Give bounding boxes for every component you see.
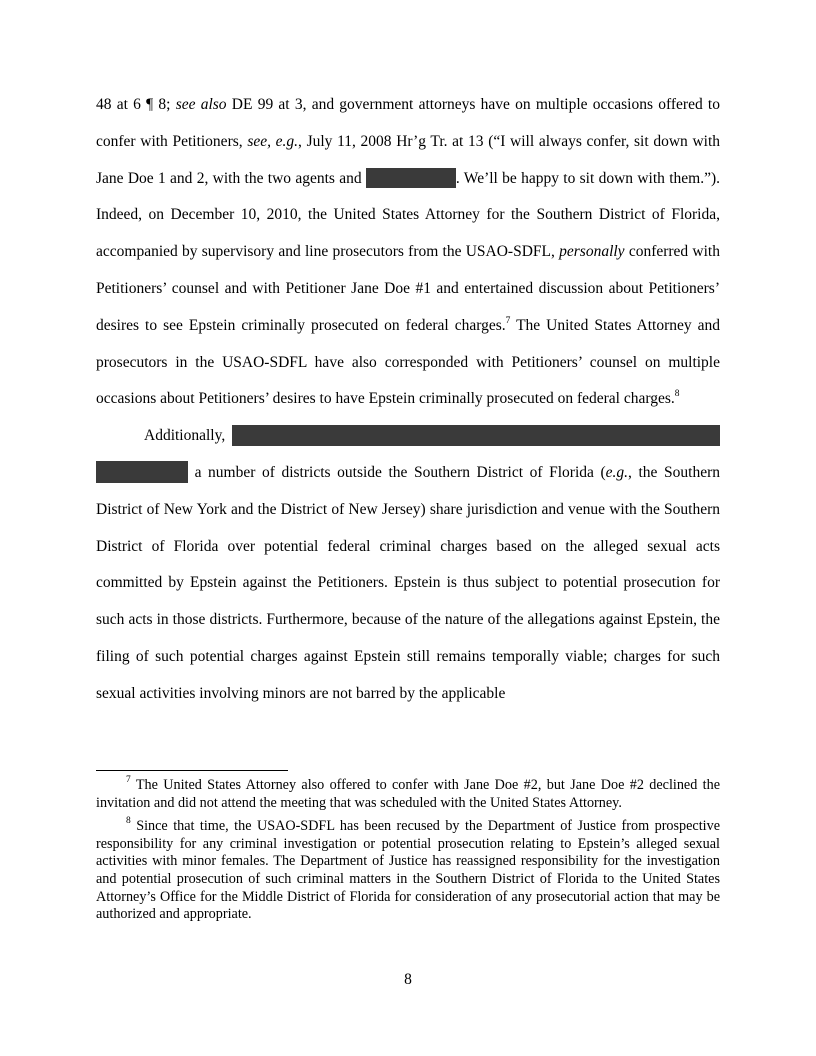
footnote-8 — [96, 818, 720, 924]
redaction-block — [366, 168, 456, 188]
footnote-ref-7: 7 — [505, 315, 511, 326]
footnote-number: 7 — [126, 775, 131, 786]
text-run: The United States Attorney and prosecutors in the USAO-SDFL have also corresponded with Petitioners’ counsel on multiple occasions about Petitioners’ desires to have Epstein criminally prosecuted on federal charges. — [96, 316, 720, 408]
italic-eg: e.g. — [605, 463, 629, 481]
text-run: Additionally, — [144, 427, 232, 445]
text-run: conferred with Petitioners’ counsel and with Petitioner Jane Doe #1 and entertained discussion about Petitioners’ desires to see Epstein criminally prosecuted on federal charges. — [96, 243, 720, 334]
italic-see-also: see also — [175, 96, 227, 113]
text-run: a number of districts outside the Southern District of Florida ( — [188, 463, 606, 481]
footnote-divider — [96, 770, 288, 771]
footnote-number: 8 — [126, 816, 131, 827]
footnote-ref-8: 8 — [674, 389, 680, 400]
footnote-text: The United States Attorney also offered to confer with Jane Doe #2, but Jane Doe #2 declined the invitation and did not attend the meeting that was scheduled with the United States Attorney. — [96, 777, 720, 811]
text-run: DE 99 at 3, and government attorneys have on multiple occasions offered to confer with Petitioners, — [96, 96, 720, 150]
text-run: . We’ll be happy to sit down with them.”). Indeed, on December 10, 2010, the United States Attorney for the Southern District of Florida, accompanied by supervisory and line prosecutors from the USAO-SDFL, — [96, 169, 720, 261]
paragraph-2 — [96, 418, 720, 712]
body-text — [96, 87, 720, 713]
text-run: , July 11, 2008 Hr’g Tr. at 13 (“I will always confer, sit down with Jane Doe 1 and 2, with the two agents and — [96, 132, 720, 187]
footnote-text: Since that time, the USAO-SDFL has been recused by the Department of Justice from prospective responsibility for any criminal investigation or potential prosecution relating to Epstein’s alleged sexual activities with minor females. The Department of Justice has reassigned responsibility for the investigation and potential prosecution of such criminal matters in the Southern District of Florida to the United States Attorney’s Office for the Middle District of Florida for consideration of any prosecutorial action that may be authorized and appropriate. — [96, 818, 720, 923]
paragraph-1 — [96, 87, 720, 418]
footnote-7 — [96, 777, 720, 812]
page-number: 8 — [404, 971, 412, 988]
text-run: 48 at 6 ¶ 8; — [96, 96, 176, 113]
italic-personally: personally — [559, 243, 625, 261]
text-run: , the Southern District of New York and the District of New Jersey) share jurisdiction and venue with the Southern District of Florida over potential federal criminal charges based on the alleged sexual acts committed by Epstein against the Petitioners. Epstein is thus subject to potential prosecution for such acts in those districts. Furthermore, because of the nature of the allegations against Epstein, the filing of such potential charges against Epstein still remains temporally viable; charges for such sexual activities involving minors are not barred by the applicable — [96, 463, 720, 702]
redaction-block — [96, 461, 188, 483]
redaction-block — [232, 425, 720, 446]
italic-see-eg: see, e.g. — [247, 132, 299, 150]
footnotes — [96, 777, 720, 930]
